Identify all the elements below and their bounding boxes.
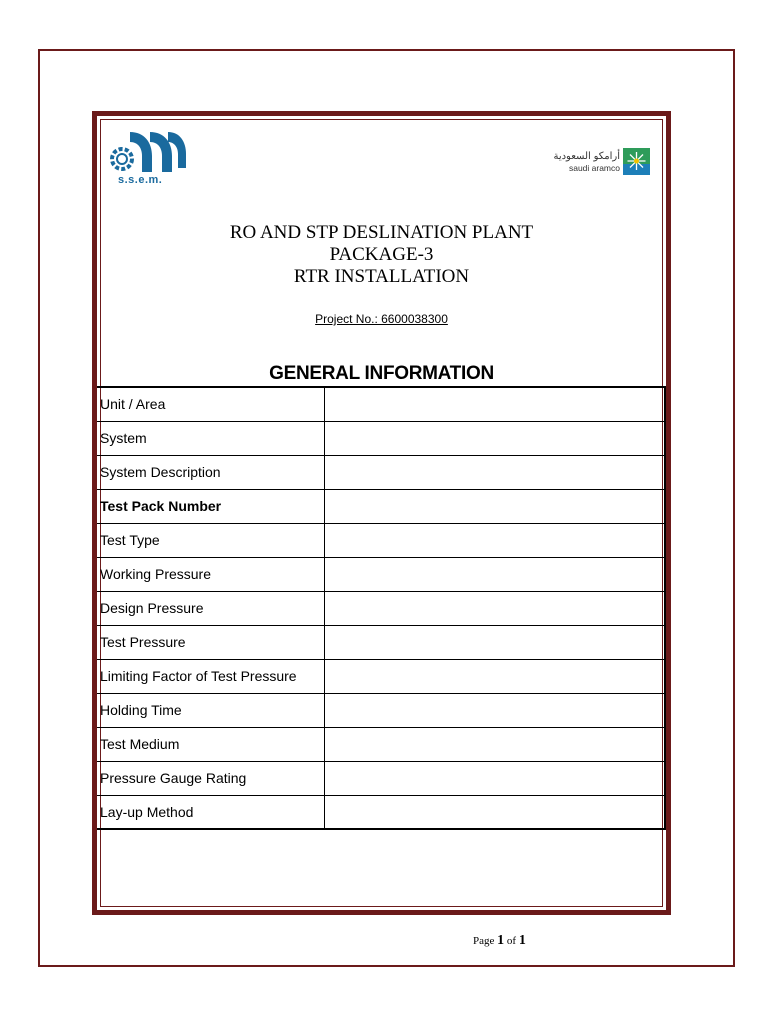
aramco-arabic-text: أرامكو السعودية bbox=[553, 151, 620, 162]
table-row bbox=[97, 455, 665, 489]
table-row bbox=[97, 489, 665, 523]
field-label: Test Medium bbox=[97, 727, 324, 761]
table-row bbox=[97, 387, 665, 421]
field-value[interactable] bbox=[324, 659, 665, 693]
page-word: Page bbox=[473, 935, 495, 947]
field-value[interactable] bbox=[324, 489, 665, 523]
field-value[interactable] bbox=[324, 557, 665, 591]
table-row bbox=[97, 761, 665, 795]
table-row bbox=[97, 523, 665, 557]
aramco-logo-icon bbox=[623, 148, 650, 175]
field-label: Lay-up Method bbox=[97, 795, 324, 829]
page-current: 1 bbox=[497, 933, 505, 948]
table-row bbox=[97, 421, 665, 455]
table-row bbox=[97, 693, 665, 727]
general-information-table bbox=[97, 386, 666, 830]
field-label: Pressure Gauge Rating bbox=[97, 761, 324, 795]
table-row bbox=[97, 659, 665, 693]
field-label: Design Pressure bbox=[97, 591, 324, 625]
field-label: Test Pressure bbox=[97, 625, 324, 659]
field-label: Working Pressure bbox=[97, 557, 324, 591]
field-value[interactable] bbox=[324, 795, 665, 829]
document-title bbox=[97, 222, 666, 288]
field-label: Holding Time bbox=[97, 693, 324, 727]
field-value[interactable] bbox=[324, 761, 665, 795]
table-row bbox=[97, 795, 665, 829]
field-label: System Description bbox=[97, 455, 324, 489]
field-label: Test Pack Number bbox=[97, 489, 324, 523]
field-value[interactable] bbox=[324, 591, 665, 625]
field-value[interactable] bbox=[324, 421, 665, 455]
field-label: System bbox=[97, 421, 324, 455]
field-value[interactable] bbox=[324, 523, 665, 557]
table-row bbox=[97, 557, 665, 591]
project-number: Project No.: 6600038300 bbox=[315, 312, 448, 326]
field-label: Limiting Factor of Test Pressure bbox=[97, 659, 324, 693]
field-value[interactable] bbox=[324, 727, 665, 761]
field-label: Unit / Area bbox=[97, 387, 324, 421]
ssem-logo-text: s.s.e.m. bbox=[118, 174, 163, 186]
title-line-3: RTR INSTALLATION bbox=[293, 266, 470, 287]
page-number bbox=[473, 933, 526, 949]
of-word: of bbox=[506, 935, 517, 947]
field-value[interactable] bbox=[324, 455, 665, 489]
page-total: 1 bbox=[518, 933, 526, 948]
table-row bbox=[97, 625, 665, 659]
title-line-1: RO AND STP DESLINATION PLANT bbox=[229, 222, 534, 243]
aramco-latin-text: saudi aramco bbox=[568, 163, 620, 173]
table-row bbox=[97, 727, 665, 761]
section-heading: GENERAL INFORMATION bbox=[269, 363, 494, 384]
field-value[interactable] bbox=[324, 625, 665, 659]
field-value[interactable] bbox=[324, 693, 665, 727]
field-value[interactable] bbox=[324, 387, 665, 421]
title-line-2: PACKAGE-3 bbox=[329, 244, 434, 265]
field-label: Test Type bbox=[97, 523, 324, 557]
table-row bbox=[97, 591, 665, 625]
